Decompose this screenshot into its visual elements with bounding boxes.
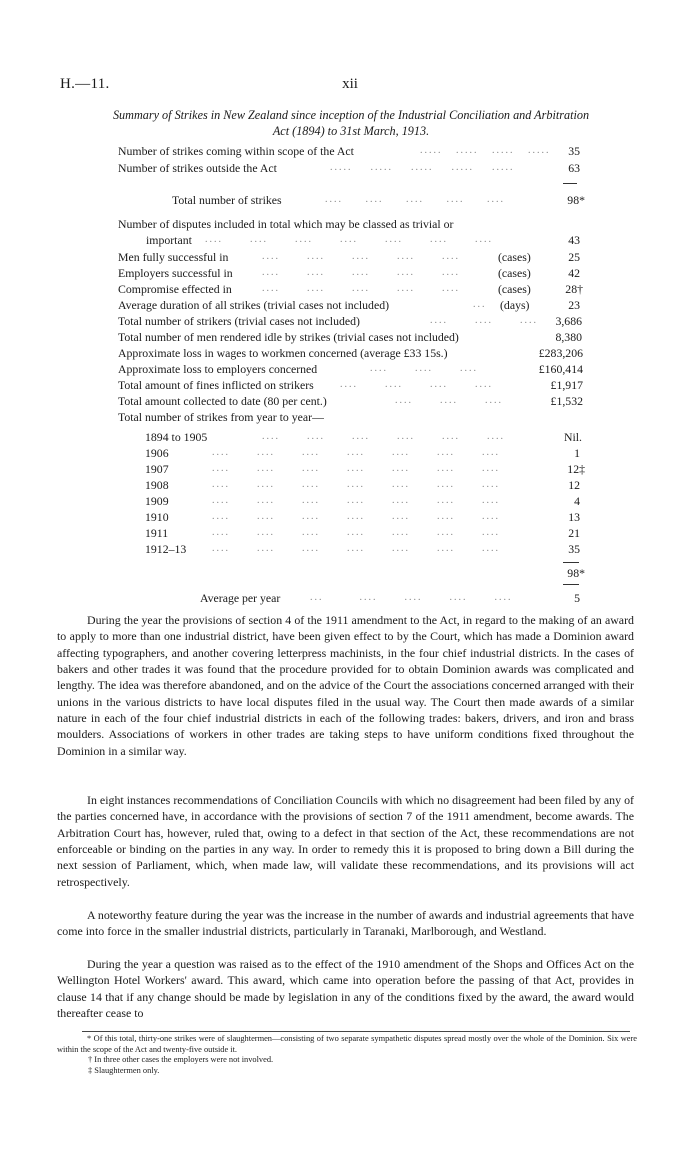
year-row: 1907 .... .... .... .... .... .... .... 12‡ — [145, 462, 585, 476]
year-row: 1909 .... .... .... .... .... .... .... 4 — [145, 494, 580, 508]
sum-rule — [563, 584, 579, 585]
table-row: Approximate loss to employers concerned .... .... .... £160,414 — [118, 362, 583, 376]
year-row: 1908 .... .... .... .... .... .... .... 12 — [145, 478, 580, 492]
report-code: H.—11. — [60, 76, 110, 92]
table-row: Approximate loss in wages to workmen concerned (average £33 15s.) £283,206 — [118, 346, 583, 360]
paragraph: During the year the provisions of section 4 of the 1911 amendment to the Act, in regard to the making of an award to apply to more than one industrial district, have been given effect to by the Court, which has made a Dominion award affecting typographers, and another covering letterpress machinists, in the four chief industrial districts. In the cases of bakers and other trades it was found that the procedure provided for to obtain Dominion awards was complicated and lengthy. The idea was therefore abandoned, and on the advice of the Court the associations concerned arranged with their unions in the various districts to have local disputes filed in the usual way. The Court then made awards of a similar nature in each of the four chief industrial districts in each of the following trades: bakers, drivers, and iron and brass moulders. Associations of workers in other trades are taking steps to have uniform conditions fixed throughout the Dominion in a similar way. — [57, 613, 634, 758]
table-row: Average duration of all strikes (trivial cases not included) ... (days) 23 — [118, 298, 580, 312]
sum-rule — [563, 183, 577, 184]
year-row: 1910 .... .... .... .... .... .... .... 13 — [145, 510, 580, 524]
year-row: 1894 to 1905 .... .... .... .... .... .... Nil. — [145, 430, 582, 444]
year-row: 1912–13 .... .... .... .... .... .... .... 35 — [145, 542, 580, 556]
footnote-divider — [82, 1031, 630, 1032]
table-row: Compromise effected in .... .... .... .... .... (cases) 28† — [118, 282, 583, 296]
average-row: Average per year ... .... .... .... .... 5 — [200, 591, 580, 605]
footnote-double-dagger: ‡ Slaughtermen only. — [88, 1066, 160, 1075]
summary-title — [62, 107, 640, 139]
page-number: xii — [342, 76, 358, 92]
title-line-1: Summary of Strikes in New Zealand since inception of the Industrial Conciliation and Arbitration — [112, 108, 590, 122]
table-row: important .... .... .... .... .... .... .... 43 — [146, 233, 580, 247]
table-row: Total number of strikes from year to year— — [118, 410, 324, 424]
table-row: Total amount of fines inflicted on strikers .... .... .... .... £1,917 — [118, 378, 583, 392]
table-row: Number of strikes coming within scope of the Act ..... ..... ..... ..... 35 — [118, 144, 580, 158]
paragraph: In eight instances recommendations of Conciliation Councils with which no disagreement had been filed by any of the parties concerned have, in accordance with the provisions of section 7 of the 1911 amendment, become awards. The Arbitration Court has, however, ruled that, owing to a defect in that section of the Act, these recommendations are not enforceable or binding on the parties in any way. In order to remedy this it is proposed to bring down a Bill during the next session of Parliament, which, when made law, will validate these recommendations, and its provisions will act retrospectively. — [57, 793, 634, 889]
sum-rule — [563, 562, 579, 563]
table-row: Number of strikes outside the Act ..... ..... ..... ..... ..... 63 — [118, 161, 580, 175]
year-row: 1911 .... .... .... .... .... .... .... 21 — [145, 526, 580, 540]
title-line-2: Act (1894) to 31st March, 1913. — [272, 124, 430, 138]
table-row: Men fully successful in .... .... .... .... .... (cases) 25 — [118, 250, 580, 264]
paragraph: A noteworthy feature during the year was the increase in the number of awards and industrial agreements that have come into force in the smaller industrial districts, particularly in Taranaki, Marlborough, and Westland. — [57, 908, 634, 939]
table-row: Total number of strikers (trivial cases not included) .... .... .... 3,686 — [118, 314, 582, 328]
table-row: Number of disputes included in total which may be classed as trivial or — [118, 217, 454, 231]
footnote-dagger: † In three other cases the employers were not involved. — [88, 1055, 274, 1064]
footnote-star: * Of this total, thirty-one strikes were of slaughtermen—consisting of two separate sympathetic disputes spread mostly over the whole of the Dominion. Six were within the scope of the Act and twenty-five outside it. — [57, 1034, 637, 1054]
paragraph: During the year a question was raised as to the effect of the 1910 amendment of the Shops and Offices Act on the Wellington Hotel Workers' award. This award, which came into operation before the passing of that Act, provides in clause 14 that if any change should be made by legislation in any of the conditions fixed by the award, the award would thereafter cease to — [57, 957, 634, 1021]
years-total-row: 98* — [567, 566, 585, 580]
year-row: 1906 .... .... .... .... .... .... .... 1 — [145, 446, 580, 460]
table-row: Total number of men rendered idle by strikes (trivial cases not included) 8,380 — [118, 330, 582, 344]
table-row: Total amount collected to date (80 per cent.) .... .... .... £1,532 — [118, 394, 583, 408]
table-row: Total number of strikes .... .... .... .... .... 98* — [172, 193, 585, 207]
table-row: Employers successful in .... .... .... .... .... (cases) 42 — [118, 266, 580, 280]
